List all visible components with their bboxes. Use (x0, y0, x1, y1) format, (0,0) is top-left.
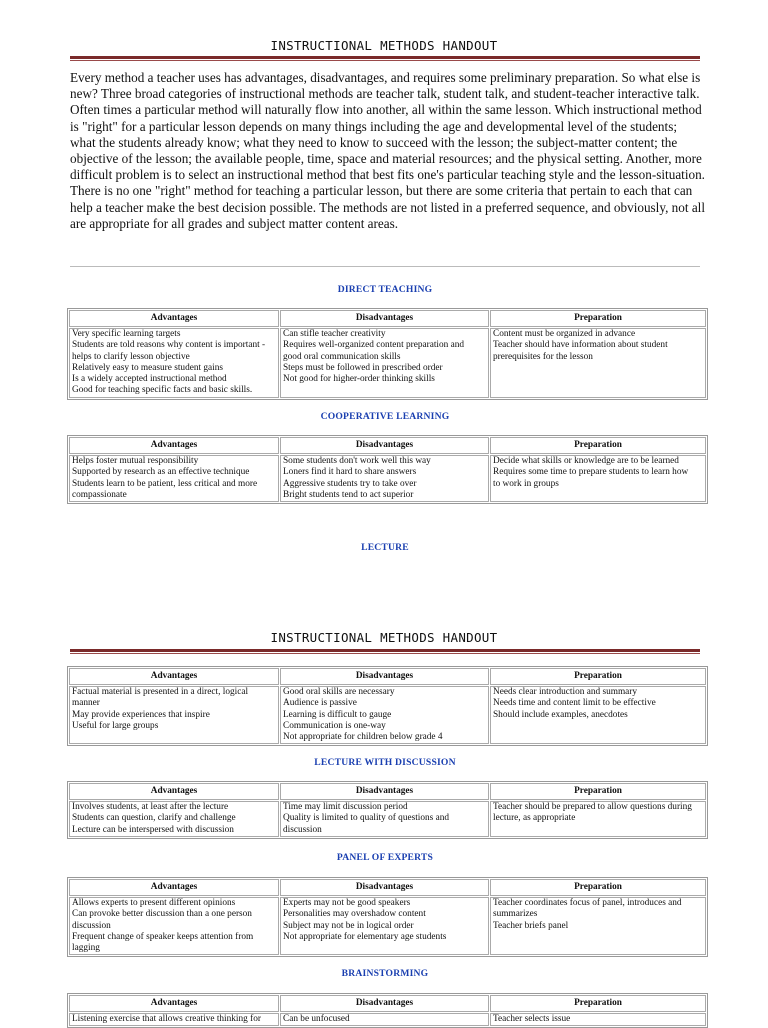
section-title-brainstorming: BRAINSTORMING (341, 968, 429, 979)
column-header-disadvantages: Disadvantages (280, 437, 489, 454)
advantages-cell (69, 801, 279, 837)
cell-line: Students learn to be patient, less critical and more (72, 478, 258, 489)
header-rule (70, 56, 700, 61)
cell-line: Students are told reasons why content is important - (72, 340, 266, 351)
header-title-repeat: INSTRUCTIONAL METHODS HANDOUT (270, 630, 498, 645)
cell-line: Teacher coordinates focus of panel, introduces and (493, 898, 682, 908)
methods-table-brainstorming (67, 993, 708, 1028)
column-header-disadvantages: Disadvantages (280, 668, 489, 685)
cell-line: Supported by research as an effective technique (72, 467, 250, 478)
advantages-cell (69, 455, 279, 502)
table-row (69, 328, 706, 398)
cell-line: Time may limit discussion period (283, 802, 408, 812)
cell-line: Learning is difficult to gauge (283, 709, 392, 720)
column-header-preparation: Preparation (490, 310, 706, 327)
cell-line: Very specific learning targets (72, 329, 181, 339)
cell-line: Not good for higher-order thinking skills (283, 374, 435, 385)
disadvantages-cell (280, 686, 489, 744)
column-header-preparation: Preparation (490, 668, 706, 685)
preparation-cell (490, 801, 706, 837)
cell-line: Loners find it hard to share answers (283, 467, 417, 478)
cell-line: Involves students, at least after the lecture (72, 802, 229, 812)
disadvantages-cell (280, 328, 489, 398)
cell-line: Allows experts to present different opinions (72, 898, 236, 908)
cell-line: Useful for large groups (72, 720, 159, 731)
cell-line: discussion (72, 920, 111, 931)
cell-line: to work in groups (493, 478, 559, 489)
cell-line: Some students don't work well this way (283, 456, 431, 466)
cell-line: Requires well-organized content preparation and (283, 340, 465, 351)
column-header-advantages: Advantages (69, 879, 279, 896)
cell-line: Is a widely accepted instructional method (72, 374, 227, 385)
section-title-direct-teaching: DIRECT TEACHING (337, 284, 433, 295)
preparation-cell (490, 1013, 706, 1026)
cell-line: good oral communication skills (283, 351, 401, 362)
cell-line: Can be unfocused (283, 1014, 350, 1024)
advantages-cell (69, 897, 279, 955)
column-header-advantages: Advantages (69, 783, 279, 800)
cell-line: Teacher briefs panel (493, 920, 569, 931)
cell-line: Not appropriate for children below grade 4 (283, 732, 443, 743)
cell-line: Steps must be followed in prescribed order (283, 362, 443, 373)
cell-line: May provide experiences that inspire (72, 709, 210, 720)
methods-table-lecture (67, 666, 708, 746)
cell-line: Lecture can be interspersed with discussion (72, 824, 234, 835)
cell-line: Needs time and content limit to be effective (493, 698, 656, 709)
cell-line: Good for teaching specific facts and basic skills. (72, 385, 253, 396)
page-header-repeat (0, 630, 768, 646)
cell-line: Students can question, clarify and challenge (72, 813, 236, 824)
methods-table-panel-of-experts (67, 877, 708, 957)
column-header-preparation: Preparation (490, 995, 706, 1012)
column-header-preparation: Preparation (490, 437, 706, 454)
header-rule-repeat (70, 649, 700, 654)
cell-line: summarizes (493, 909, 538, 920)
cell-line: Relatively easy to measure student gains (72, 362, 224, 373)
cell-line: Not appropriate for elementary age students (283, 931, 447, 942)
disadvantages-cell (280, 897, 489, 955)
column-header-advantages: Advantages (69, 668, 279, 685)
cell-line: Helps foster mutual responsibility (72, 456, 199, 466)
section-title-lecture-with-discussion: LECTURE WITH DISCUSSION (314, 757, 456, 768)
cell-line: Can stifle teacher creativity (283, 329, 386, 339)
methods-table-cooperative-learning (67, 435, 708, 504)
advantages-cell (69, 1013, 279, 1026)
column-header-advantages: Advantages (69, 310, 279, 327)
cell-line: Teacher should be prepared to allow questions during (493, 802, 692, 812)
cell-line: Experts may not be good speakers (283, 898, 411, 908)
cell-line: helps to clarify lesson objective (72, 351, 190, 362)
methods-table-direct-teaching (67, 308, 708, 400)
section-title-cooperative-learning: COOPERATIVE LEARNING (320, 411, 450, 422)
cell-line: Quality is limited to quality of questions and (283, 813, 450, 824)
cell-line: Personalities may overshadow content (283, 909, 426, 920)
intro-paragraph: Every method a teacher uses has advantages, disadvantages, and requires some preliminary preparation. So what else is new? Three broad categories of instructional methods are teacher talk, student talk, and student-teacher interactive talk. Often times a particular method will naturally flow into another, all within the same lesson. Which instructional method is "right" for a particular lesson depends on many things including the age and developmental level of the students; what the students already know; what they need to know to succeed with the lesson; the subject-matter content; the objective of the lesson; the available people, time, space and material resources; and the physical setting. Another, more difficult problem is to select an instructional method that best fits one's particular teaching style and the lesson-situation. There is no one "right" method for teaching a particular lesson, but there are some criteria that pertain to each that can help a teacher make the best decision possible. The methods are not listed in a preferred sequence, and obviously, not all are appropriate for all grades and subject matter content areas. (70, 70, 705, 231)
table-row (69, 1013, 706, 1026)
section-divider (70, 266, 700, 267)
cell-line: lecture, as appropriate (493, 813, 576, 824)
advantages-cell (69, 328, 279, 398)
cell-line: Teacher selects issue (493, 1014, 571, 1024)
cell-line: Can provoke better discussion than a one person (72, 909, 252, 920)
cell-line: Decide what skills or knowledge are to be learned (493, 456, 679, 466)
column-header-disadvantages: Disadvantages (280, 879, 489, 896)
column-header-preparation: Preparation (490, 783, 706, 800)
cell-line: Aggressive students try to take over (283, 478, 417, 489)
preparation-cell (490, 455, 706, 502)
disadvantages-cell (280, 455, 489, 502)
cell-line: Factual material is presented in a direct, logical (72, 687, 249, 697)
advantages-cell (69, 686, 279, 744)
column-header-disadvantages: Disadvantages (280, 783, 489, 800)
cell-line: Requires some time to prepare students to learn how (493, 467, 689, 478)
table-row (69, 455, 706, 502)
table-row (69, 801, 706, 837)
cell-line: Communication is one-way (283, 720, 386, 731)
cell-line: Listening exercise that allows creative thinking for (72, 1014, 261, 1024)
cell-line: Needs clear introduction and summary (493, 687, 638, 697)
preparation-cell (490, 897, 706, 955)
preparation-cell (490, 328, 706, 398)
column-header-advantages: Advantages (69, 995, 279, 1012)
cell-line: lagging (72, 943, 100, 954)
cell-line: Content must be organized in advance (493, 329, 636, 339)
column-header-advantages: Advantages (69, 437, 279, 454)
section-title-lecture: LECTURE (361, 542, 409, 553)
column-header-preparation: Preparation (490, 879, 706, 896)
cell-line: Frequent change of speaker keeps attention from (72, 931, 254, 942)
cell-line: Teacher should have information about student (493, 340, 668, 351)
cell-line: Should include examples, anecdotes (493, 709, 628, 720)
table-row (69, 897, 706, 955)
column-header-disadvantages: Disadvantages (280, 995, 489, 1012)
table-row (69, 686, 706, 744)
cell-line: discussion (283, 824, 322, 835)
cell-line: Good oral skills are necessary (283, 687, 395, 697)
column-header-disadvantages: Disadvantages (280, 310, 489, 327)
methods-table-lecture-with-discussion (67, 781, 708, 839)
cell-line: Subject may not be in logical order (283, 920, 414, 931)
cell-line: compassionate (72, 489, 127, 500)
cell-line: prerequisites for the lesson (493, 351, 593, 362)
preparation-cell (490, 686, 706, 744)
cell-line: manner (72, 698, 100, 709)
cell-line: Audience is passive (283, 698, 357, 709)
page-header (0, 38, 768, 54)
header-title: INSTRUCTIONAL METHODS HANDOUT (270, 38, 498, 53)
cell-line: Bright students tend to act superior (283, 489, 414, 500)
disadvantages-cell (280, 1013, 489, 1026)
section-title-panel-of-experts: PANEL OF EXPERTS (336, 852, 434, 863)
disadvantages-cell (280, 801, 489, 837)
